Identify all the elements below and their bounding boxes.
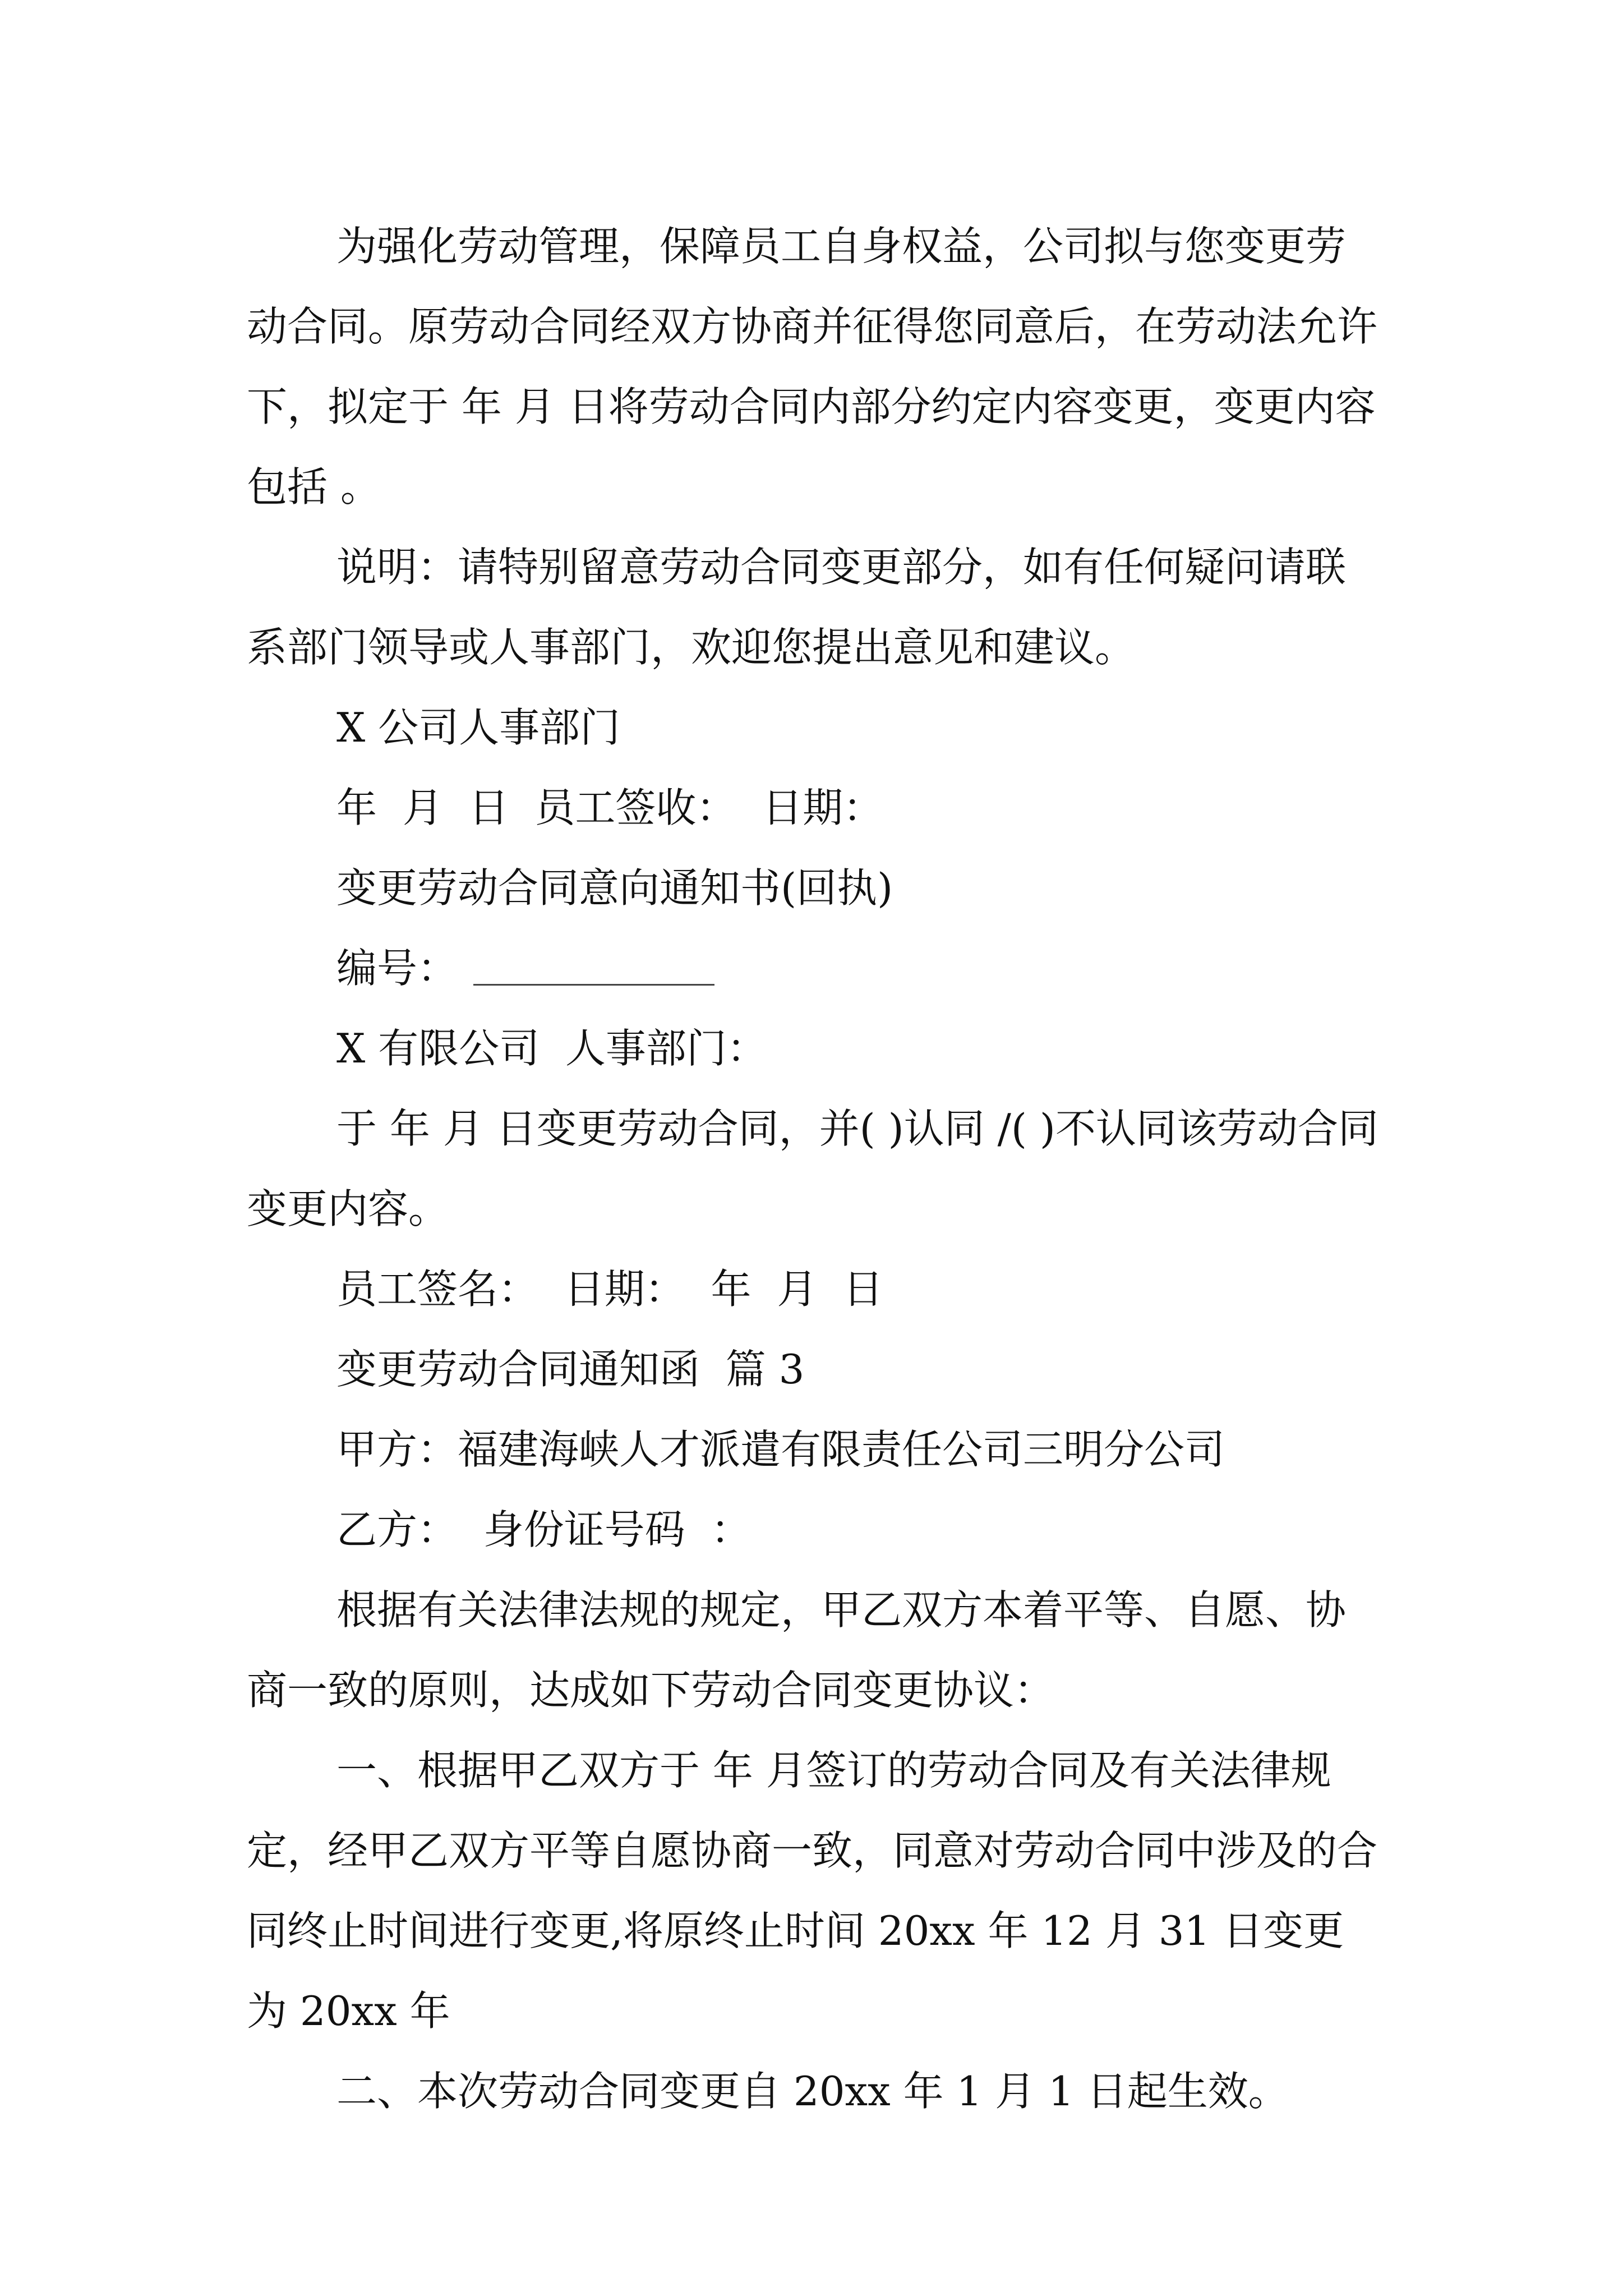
- addressee-line: X 有限公司 人事部门：: [336, 1025, 767, 1072]
- section-title: 变更劳动合同通知函 篇 3: [336, 1346, 805, 1393]
- party-b-line: 乙方： 身份证号码 ：: [336, 1506, 751, 1553]
- party-a-line: 甲方：福建海峡人才派遣有限责任公司三明分公司: [336, 1426, 1225, 1473]
- paragraph-note: 说明：请特别留意劳动合同变更部分，如有任何疑问请联系部门领导或人事部门，欢迎您提出意见和建议。: [247, 544, 1347, 671]
- date-signature-line: 年 月 日 员工签收： 日期：: [336, 784, 884, 831]
- paragraph-consent: 于 年 月 日变更劳动合同，并( )认同 /( )不认同该劳动合同变更内容。: [247, 1105, 1378, 1232]
- paragraph-clause-1: 一、根据甲乙双方于 年 月签订的劳动合同及有关法律规定，经甲乙双方平等自愿协商一致，同意对劳动合同中涉及的合同终止时间进行变更,将原终止时间 20xx 年 12 月 31 日变更为 20xx 年: [247, 1747, 1378, 2035]
- paragraph-basis: 根据有关法律法规的规定，甲乙双方本着平等、自愿、协商一致的原则，达成如下劳动合同变更协议：: [247, 1586, 1347, 1714]
- employee-signature-line: 员工签名： 日期： 年 月 日: [336, 1266, 884, 1313]
- paragraph-intro: 为强化劳动管理，保障员工自身权益，公司拟与您变更劳动合同。原劳动合同经双方协商并征得您同意后，在劳动法允许下，拟定于 年 月 日将劳动合同内部分约定内容变更，变更内容包括 。: [247, 223, 1378, 510]
- issuer-department: X 公司人事部门: [336, 704, 621, 751]
- paragraph-clause-2: 二、本次劳动合同变更自 20xx 年 1 月 1 日起生效。: [336, 2068, 1289, 2115]
- serial-number-label: 编号：: [336, 945, 458, 992]
- receipt-title: 变更劳动合同意向通知书(回执): [336, 864, 893, 912]
- serial-number-line: [247, 928, 1380, 1009]
- document-body: [247, 206, 1380, 2132]
- serial-number-blank: [473, 939, 714, 986]
